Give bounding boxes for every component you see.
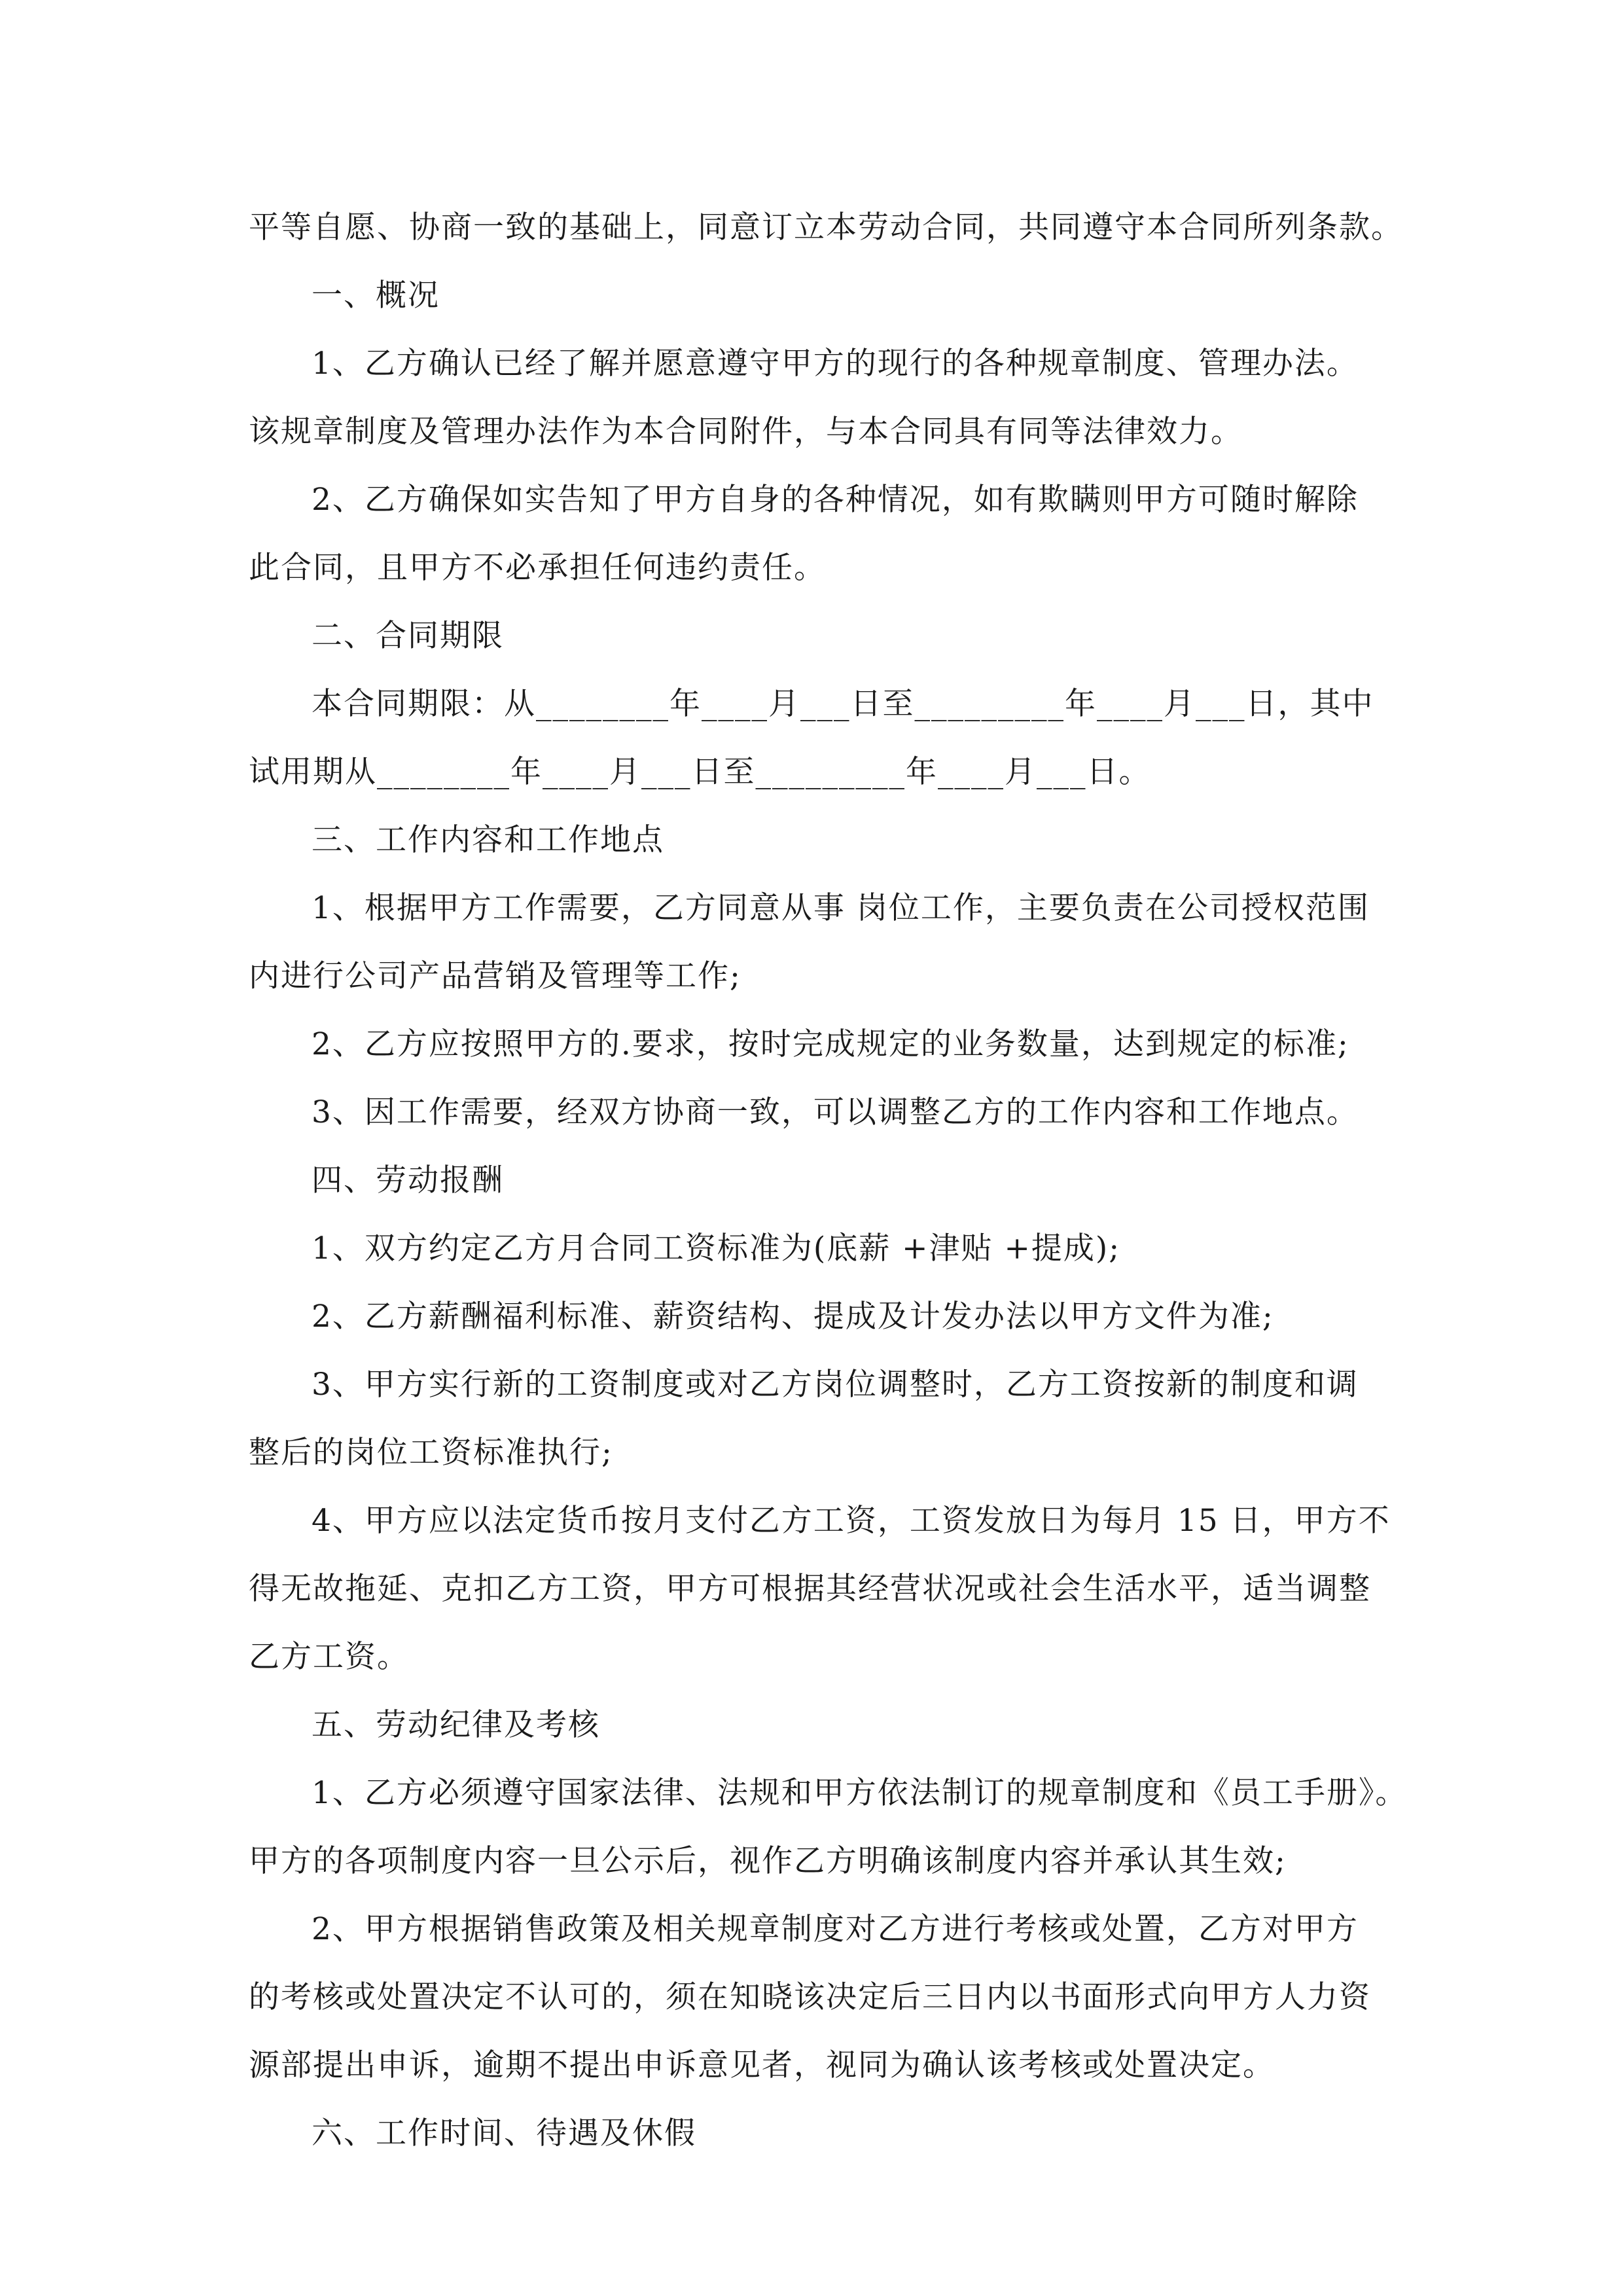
section-heading-remuneration: 四、劳动报酬 [312,1162,504,1198]
text-line: 试用期从________年____月___日至_________年____月___日。 [249,754,1151,790]
text-line: 此合同，且甲方不必承担任何违约责任。 [249,550,826,586]
text-line: 3、因工作需要，经双方协商一致，可以调整乙方的工作内容和工作地点。 [312,1094,1359,1130]
text-line: 平等自愿、协商一致的基础上，同意订立本劳动合同，共同遵守本合同所列条款。 [249,209,1403,245]
section-heading-overview: 一、概况 [312,278,440,314]
text-line: 整后的岗位工资标准执行; [249,1435,613,1471]
section-heading-contract-term: 二、合同期限 [312,618,504,654]
text-line: 内进行公司产品营销及管理等工作; [249,958,741,994]
text-line: 该规章制度及管理办法作为本合同附件，与本合同具有同等法律效力。 [249,414,1243,450]
text-line: 1、乙方必须遵守国家法律、法规和甲方依法制订的规章制度和《员工手册》。 [312,1775,1408,1811]
text-line: 的考核或处置决定不认可的，须在知晓该决定后三日内以书面形式向甲方人力资 [249,1979,1371,2015]
text-line: 2、甲方根据销售政策及相关规章制度对乙方进行考核或处置，乙方对甲方 [312,1911,1359,1947]
text-line: 源部提出申诉，逾期不提出申诉意见者，视同为确认该考核或处置决定。 [249,2047,1275,2083]
text-line: 1、乙方确认已经了解并愿意遵守甲方的现行的各种规章制度、管理办法。 [312,346,1359,382]
text-line: 甲方的各项制度内容一旦公示后，视作乙方明确该制度内容并承认其生效; [249,1843,1287,1879]
text-line: 4、甲方应以法定货币按月支付乙方工资，工资发放日为每月 15 日，甲方不 [312,1503,1391,1539]
text-line: 乙方工资。 [249,1639,409,1675]
text-line: 本合同期限：从________年____月___日至_________年____月___日，其中 [312,686,1374,722]
text-line: 得无故拖延、克扣乙方工资，甲方可根据其经营状况或社会生活水平，适当调整 [249,1571,1371,1607]
text-line: 1、根据甲方工作需要，乙方同意从事 岗位工作，主要负责在公司授权范围 [312,890,1370,926]
section-heading-work-content: 三、工作内容和工作地点 [312,822,664,858]
text-line: 2、乙方薪酬福利标准、薪资结构、提成及计发办法以甲方文件为准; [312,1299,1274,1335]
document-body [249,194,1408,2168]
text-line: 3、甲方实行新的工资制度或对乙方岗位调整时，乙方工资按新的制度和调 [312,1367,1359,1403]
section-heading-discipline: 五、劳动纪律及考核 [312,1707,600,1743]
text-line: 1、双方约定乙方月合同工资标准为(底薪 +津贴 +提成); [312,1230,1121,1266]
text-line: 2、乙方应按照甲方的.要求，按时完成规定的业务数量，达到规定的标准; [312,1026,1349,1062]
text-line: 2、乙方确保如实告知了甲方自身的各种情况，如有欺瞒则甲方可随时解除 [312,482,1359,518]
section-heading-working-hours: 六、工作时间、待遇及休假 [312,2115,696,2151]
